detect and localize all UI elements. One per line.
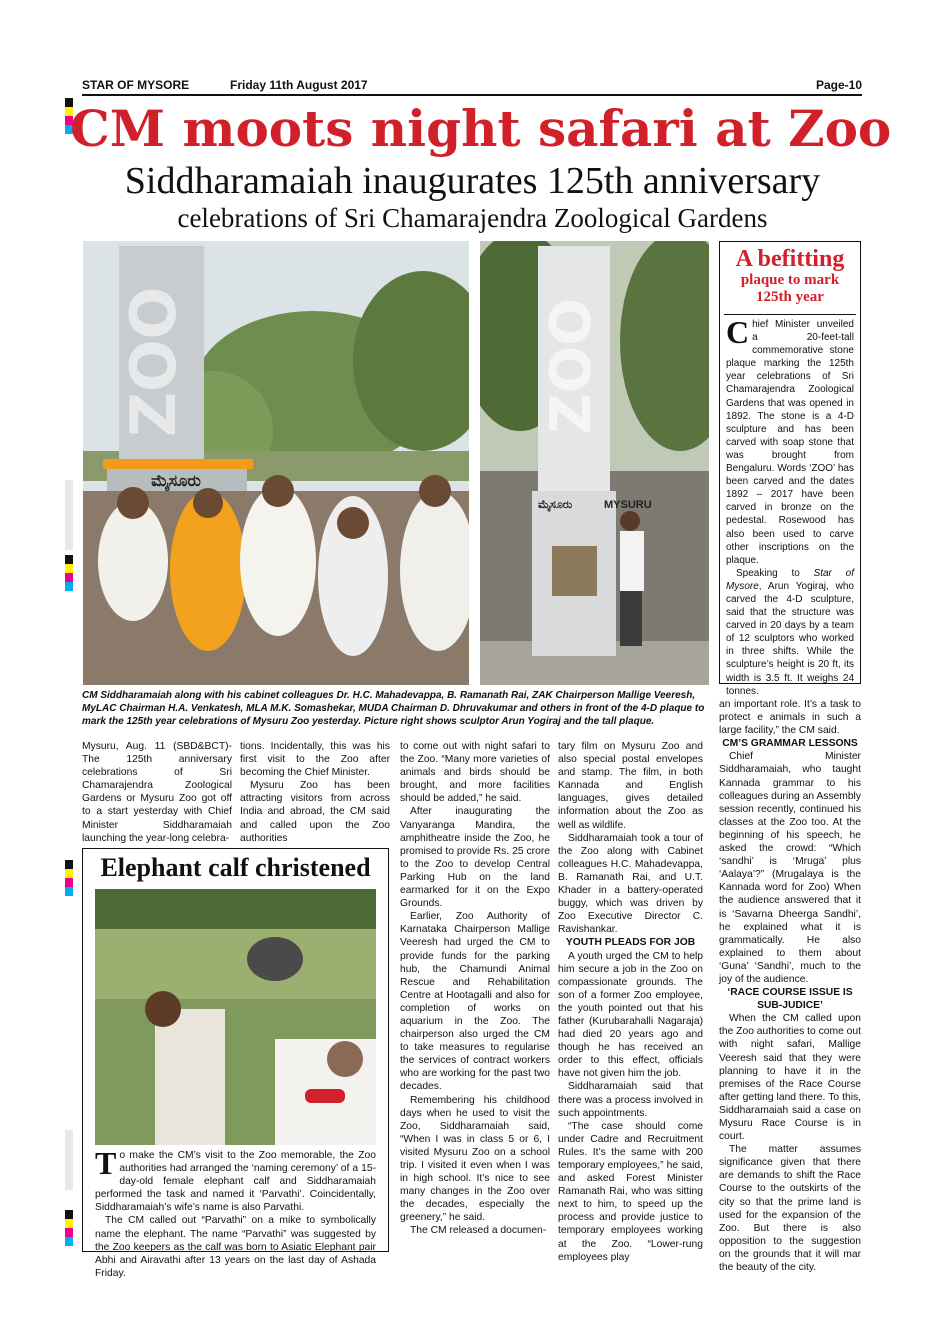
plaque-box-para-2-italic: Star of Mysore xyxy=(726,567,854,592)
subhead-race-course-1: ‘RACE COURSE ISSUE IS xyxy=(727,987,853,999)
subhead-grammar-lessons: CM’S GRAMMAR LESSONS xyxy=(722,738,858,750)
headline: CM moots night safari at Zoo xyxy=(70,99,892,158)
article-col3-para3: Earlier, Zoo Authority of Karnataka Chairperson Mallige Veeresh had urged the CM to provide funds for the parking hub, the Chamundi Animal Rescue and Rehabilitation Centre at Hootagalli and also for completion of works on aquarium in the Zoo. The chairperson also urged the CM to take measures to regularise the services of contract workers who are working for the past two decades. xyxy=(400,911,550,1093)
registration-marks-middle xyxy=(65,555,73,591)
article-col4-para1: tary film on Mysuru Zoo and also special postal envelopes and stamp. The film, in both Kannada and English languages, gives detailed information about the Zoo as well as wildlife. xyxy=(558,741,703,831)
plaque-box-para-2a: Speaking to xyxy=(736,567,814,579)
article-col3-para2: After inaugurating the Vanyaranga Mandira, the amphitheatre inside the Zoo, he promised to provide Rs. 25 crore to the Zoo to develop Central Parking Hub on the land earmarked for it on the Expo Grounds. xyxy=(400,806,550,910)
gray-bar-left xyxy=(65,480,73,550)
registration-marks-bottom xyxy=(65,1210,73,1246)
plaque-kannada-right: ಮೈಸೂರು xyxy=(538,499,573,511)
article-col-2 xyxy=(240,740,390,845)
elephant-box-para-2: The CM called out “Parvathi” on a mike to symbolically name the elephant. The name “Parvathi” was suggested by the Zoo keepers as the calf was born to Asiatic Elephant pair Abhi and Airavathi after 13 years on the last day of Ashada Friday. xyxy=(95,1215,376,1279)
page-number: Page-10 xyxy=(815,78,862,92)
article-col4-para3: A youth urged the CM to help him secure a job in the Zoo on compassionate grounds. The son of a former Zoo employee, the youth pointed out that his father (Kurubarahalli Nagaraja) had died 20 years ago and though he has received an order to this effect, officials have not given him the job. xyxy=(558,950,703,1080)
gray-bar-left-bottom xyxy=(65,1130,73,1190)
plaque-drop-cap: C xyxy=(726,314,750,350)
subhead-youth-pleads: YOUTH PLEADS FOR JOB xyxy=(565,937,696,949)
article-col-3 xyxy=(400,740,550,1238)
article-col5-para1: an important role. It’s a task to protect e animals in such a large facility,” the CM said. xyxy=(719,699,861,737)
issue-date: Friday 11th August 2017 xyxy=(230,78,368,92)
photo-sculptor xyxy=(480,241,709,685)
registration-marks-lower xyxy=(65,860,73,896)
elephant-box-body xyxy=(95,1145,376,1280)
article-col5-para3: When the CM called upon the Zoo authorities to come out with night safari, Mallige Veeresh said that they were planning to have it in the premises of the Race Course after getting land there. To this, Siddharamaiah said a case on Mysuru Race Course is in court. xyxy=(719,1013,861,1143)
article-col-1 xyxy=(82,740,232,845)
subheadline-line-1: Siddharamaiah inaugurates 125th anniversary xyxy=(124,160,821,202)
elephant-box-title: Elephant calf christened xyxy=(100,853,371,882)
plaque-box xyxy=(719,241,861,697)
elephant-box xyxy=(82,848,389,1279)
article-col5-para4: The matter assumes significance given that there are demands to shift the Race Course to the outskirts of the city so that the prime land is used for the expansion of the Zoo. But there is also opposition to the suggestion on the grounds that it will mar the beauty of the city. xyxy=(719,1144,861,1274)
article-col3-para1: to come out with night safari to the Zoo. “Many more varieties of animals and birds should be brought, and more facilities should be added,” he said. xyxy=(400,741,550,805)
plaque-box-title-3: 125th year xyxy=(756,289,824,305)
zoo-sculpture-letters: ZOO xyxy=(117,286,190,438)
plaque-kannada-text: ಮೈಸೂರು xyxy=(151,473,201,490)
article-col3-para4: Remembering his childhood days when he used to visit the Zoo, Siddharamaiah said, “When I was in class 5 or 6, I visited Mysuru Zoo on a school trip. I visited it even when I was in high school. It’s nice to see many changes in the Zoo over the decades, especially the greenery,” he said. xyxy=(400,1094,550,1224)
plaque-box-body xyxy=(726,314,854,698)
masthead xyxy=(82,76,862,96)
subhead-race-course-2: SUB-JUDICE’ xyxy=(757,1000,823,1012)
photo-caption: CM Siddharamaiah along with his cabinet colleagues Dr. H.C. Mahadevappa, B. Ramanath Rai, ZAK Chairperson Mallige Veeresh, MyLAC Chairman H.A. Venkatesh, MLA M.K. Somashekar, MUDA Chairman D. Dhruvakumar and others in front of the 4-D plaque to mark the 125th year celebrations of Mysuru Zoo yesterday. Picture right shows sculptor Arun Yogiraj and the tall plaque. xyxy=(82,690,705,727)
photo-inauguration xyxy=(83,241,469,685)
plaque-box-para-1: hief Minister unveiled a 20-feet-tall commemorative stone plaque marking the 125th year celebrations of Sri Chamarajendra Zoological Gardens that was opened in 1892. The stone is a 4-D sculpture and has been carved with soap stone that was brought from Bengaluru. Words ‘ZOO’ has been carved and the dates 1892 – 2017 have been carved in bronze on the pedestal. Rosewood has also been used to carve other inscriptions on the plaque. xyxy=(726,319,854,566)
plaque-box-para-2b: , Arun Yogiraj, who carved the 4-D sculpture, said that the structure was carved in 20 days by a team of 12 sculptors who worked in three shifts. While the sculpture’s height is 20 ft, its width is 3.5 ft. It weighs 24 tonnes. xyxy=(726,580,854,697)
plaque-box-title-1: A befitting xyxy=(735,246,845,272)
article-col-5 xyxy=(719,698,861,1274)
article-col2-para1: tions. Incidentally, this was his first visit to the Zoo after becoming the Chief Minister. xyxy=(240,741,390,779)
elephant-box-para-1: o make the CM’s visit to the Zoo memorable, the Zoo authorities had arranged the ‘naming ceremony’ of a 15-day-old female elephant calf and Siddharamaiah performed the task and named it ‘Parvathi’. Coincidentally, Siddharamaiah’s wife’s name is also Parvathi. xyxy=(95,1150,376,1214)
article-col3-para5: The CM released a documen- xyxy=(410,1225,547,1237)
zoo-sculpture-letters-right: ZOO xyxy=(539,298,604,434)
paper-name: STAR OF MYSORE xyxy=(82,78,190,92)
article-col2-para2: Mysuru Zoo has been attracting visitors from across India and abroad, the CM said and called upon the Zoo authorities xyxy=(240,780,390,844)
article-col5-para2: Chief Minister Siddharamaiah, who taught Kannada grammar to his colleagues during an Assembly session recently, continued his classes at the Zoo too. At the beginning of his speech, he asked the crowd: “Which ‘sandhi’ is ‘Mruga’ plus ‘Aalaya’?” (Mrugalaya is the Kannada word for Zoo) When the audience answered that it is ‘Savarna Dheerga Sandhi’, he explained what it is grammatically. He also explained to them about ‘Guna’ ‘Sandhi’, much to the joy of the audience. xyxy=(719,751,861,985)
article-col4-para4: Siddharamaiah said that there was a process involved in such appointments. xyxy=(558,1081,703,1119)
subheadline-line-2: celebrations of Sri Chamarajendra Zoological Gardens xyxy=(177,203,768,233)
article-col4-para2: Siddharamaiah took a tour of the Zoo along with Cabinet colleagues H.C. Mahadevappa, B. Ramanath Rai, and U.T. Khader in a battery-operated buggy, which was driven by Zoo Executive Director C. Ravishankar. xyxy=(558,832,703,936)
article-col1-para1: Mysuru, Aug. 11 (SBD&BCT)- The 125th anniversary celebrations of Sri Chamarajendra Zoological Gardens or Mysuru Zoo got off to a start yesterday with Chief Minister Siddharamaiah launching the year-long celebra- xyxy=(82,741,232,844)
article-col-4 xyxy=(558,740,703,1264)
article-col4-para5: “The case should come under Cadre and Recruitment Rules. It’s the same with 200 temporary employees,” he said, and asked Forest Minister Ramanath Rai, who was sitting next to him, to speed up the process and provide justice to temporary employees working at the Zoo. “Lower-rung employees play xyxy=(558,1120,703,1263)
plaque-english-right: MYSURU xyxy=(604,499,652,511)
elephant-drop-cap: T xyxy=(95,1145,117,1181)
plaque-box-title-2: plaque to mark xyxy=(740,272,840,288)
photo-elephant-naming xyxy=(95,889,376,1145)
